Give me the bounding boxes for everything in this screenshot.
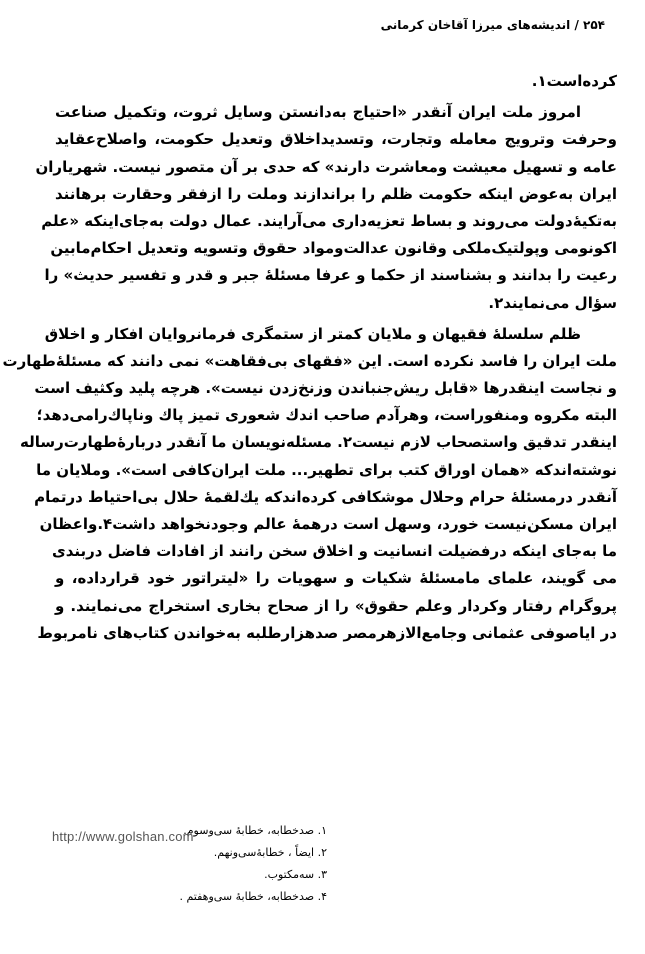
text-line: اکونومی وپولتیک‌ملکی وقانون عدالت‌ومواد حقوق وتسویه وتعدیل احکام‌مابین — [50, 239, 617, 258]
text-line: رعیت را بدانند و بشناسند از حکما و عرفا مسئلهٔ جبر و قدر و تفسیر حدیث» را — [44, 266, 617, 285]
text-line: عامه و تسهیل معیشت ومعاشرت دارند» که حدی بر آن متصور نیست. شهریاران — [35, 157, 617, 176]
footnote: ۳. سه‌مکتوب. — [264, 868, 327, 881]
page-body — [2, 68, 617, 647]
text-line: وحرفت وترویج معامله وتجارت، وتسدیداخلاق وتعدیل حکومت، واصلاح‌عقاید — [55, 130, 617, 149]
text-line: آنقدر درمسئلهٔ حرام وحلال موشکافی کرده‌اندکه یك‌لقمهٔ حلال بی‌احتیاط درتمام — [34, 487, 617, 506]
book-title: اندیشه‌های میرزا آقاخان کرمانی — [380, 18, 571, 32]
paragraph — [2, 321, 617, 647]
text-line: ایران مسکن‌نیست خورد، وسهل است درهمهٔ عالم وجودنخواهد داشت۴.واعظان — [39, 515, 617, 533]
website-watermark: http://www.golshan.com — [52, 829, 194, 844]
text-line: می گویند، علمای مامسئلهٔ شکیات و سهویات را «لیتراتور خود قرارداده، و — [55, 569, 617, 588]
text-line: نوشته‌اندکه «همان اوراق کتب برای تطهیر... ملت ایران‌کافی است». وملایان ما — [36, 460, 617, 479]
header-separator: / — [574, 18, 579, 32]
footnote: ۲. ایضاً ، خطابهٔ‌سی‌ونهم. — [213, 846, 327, 859]
text-line: کرده‌است۱. — [531, 72, 617, 90]
text-line: ما به‌جای اینکه درفضیلت انسانیت و اخلاق سخن رانند از افادات فاضل دربندی — [51, 542, 617, 561]
text-line: ظلم سلسلهٔ فقیهان و ملایان کمتر از ستمگری فرمانروایان افکار و اخلاق — [44, 324, 581, 343]
text-line: البته مکروه ومنفوراست، وهرآدم صاحب اندك شعوری تمیز پاك وناپاك‌رامی‌دهد؛ — [36, 406, 617, 425]
text-line: به‌تکیهٔ‌دولت می‌روند و بساط تعزیه‌داری می‌آرایند. عمال دولت به‌جای‌اینکه «علم — [41, 211, 617, 230]
paragraph — [35, 99, 617, 317]
page-number: ۲۵۴ — [583, 18, 605, 32]
text-line: در اياصوفی عثمانی وجامع‌الازهرمصر صدهزارطلبه به‌خواندن کتاب‌های نامربوط — [37, 623, 617, 642]
running-header — [381, 18, 605, 32]
text-line: امروز ملت ایران آنقدر «احتیاج به‌دانستن وسایل ثروت، وتکمیل صناعت — [55, 103, 581, 122]
footnote: ۱. صدخطابه، خطابهٔ سی‌وسوم. — [183, 824, 327, 837]
footnote: ۴. صدخطابه، خطابهٔ سی‌وهفتم . — [179, 890, 327, 903]
text-line: ملت ایران را فاسد نکرده است. این «فقهای بی‌فقاهت» نمی دانند که مسئلهٔ‌طهارت — [2, 351, 617, 370]
text-line: پروگرام رفتار وکردار وعلم حقوق» را از صحاح بخاری استخراج می‌نمایند. و — [55, 596, 617, 615]
paragraph — [55, 68, 617, 95]
text-line: و نجاست اینقدرها «قابل ریش‌جنباندن وزنخ‌زدن نیست». هرچه پلید وکثیف است — [34, 379, 617, 398]
footnotes — [179, 820, 327, 908]
text-line: اینقدر تدقیق واستصحاب لازم نیست۲. مسئله‌نویسان ما آنقدر دربارهٔ‌طهارت‌رساله — [20, 433, 617, 452]
text-line: ایران به‌عوض اینکه حکومت ظلم را براندازند وملت را ازفقر وحقارت برهانند — [55, 184, 617, 203]
text-line: سؤال می‌نمایند۲. — [488, 293, 617, 312]
